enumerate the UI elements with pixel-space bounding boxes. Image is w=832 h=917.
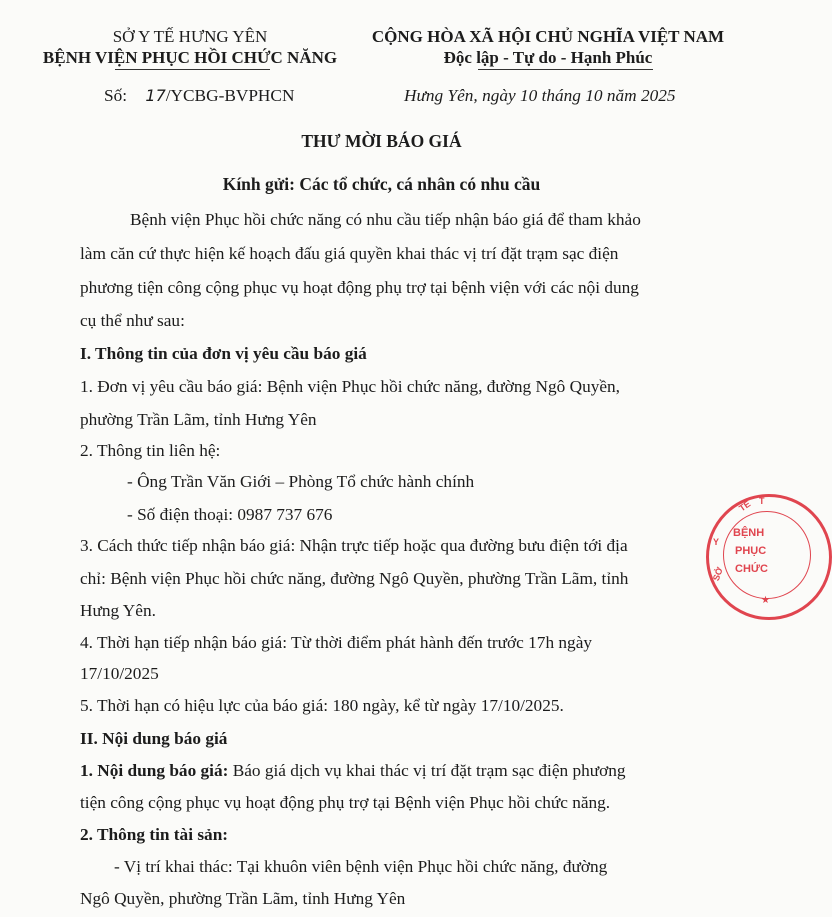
number-label: Số:: [104, 86, 128, 105]
document-title: THƯ MỜI BÁO GIÁ: [301, 131, 462, 151]
s1-item1-line2: phường Trần Lãm, tỉnh Hưng Yên: [80, 410, 317, 429]
contact-person: - Ông Trần Văn Giới – Phòng Tổ chức hành chính: [127, 472, 475, 491]
s2-item1-line1: [80, 761, 626, 781]
intro-line-3: phương tiện công cộng phục vụ hoạt động phụ trợ tại bệnh viện với các nội dung: [80, 278, 639, 297]
intro-line-2: làm căn cứ thực hiện kế hoạch đấu giá quyền khai thác vị trí đặt trạm sạc điện: [80, 244, 619, 263]
location-line-1: - Vị trí khai thác: Tại khuôn viên bệnh viện Phục hồi chức năng, đường: [114, 857, 608, 876]
s1-item3-line1: 3. Cách thức tiếp nhận báo giá: Nhận trực tiếp hoặc qua đường bưu điện tới địa: [80, 536, 628, 555]
stamp-line-3: CHỨC: [735, 563, 768, 575]
national-header: [360, 26, 736, 68]
stamp-line-2: PHỤC: [735, 545, 767, 557]
stamp-ring-t: T: [759, 496, 765, 506]
stamp-star-icon: ★: [761, 595, 770, 606]
location-line-2: Ngô Quyền, phường Trần Lãm, tỉnh Hưng Yên: [80, 889, 406, 908]
s2-item1-label: 1. Nội dung báo giá:: [80, 761, 229, 780]
header-right-underline: [478, 69, 653, 70]
stamp-ring-left: Y: [713, 537, 720, 547]
department-name: SỞ Y TẾ HƯNG YÊN: [112, 27, 268, 46]
s1-item4-line1: 4. Thời hạn tiếp nhận báo giá: Từ thời điểm phát hành đến trước 17h ngày: [80, 633, 592, 652]
section-1-heading: I. Thông tin của đơn vị yêu cầu báo giá: [80, 344, 367, 363]
s1-item3-line2: chỉ: Bệnh viện Phục hồi chức năng, đường Ngô Quyền, phường Trần Lãm, tỉnh: [80, 569, 629, 588]
agency-header: [30, 26, 350, 68]
intro-line-4: cụ thể như sau:: [80, 311, 185, 330]
number-suffix: /YCBG-BVPHCN: [165, 86, 295, 105]
s1-item1-line1: 1. Đơn vị yêu cầu báo giá: Bệnh viện Phục hồi chức năng, đường Ngô Quyền,: [80, 377, 620, 396]
number-value: 17: [145, 86, 166, 105]
s1-item5: 5. Thời hạn có hiệu lực của báo giá: 180 ngày, kể từ ngày 17/10/2025.: [80, 696, 564, 715]
contact-phone: - Số điện thoại: 0987 737 676: [127, 505, 333, 524]
s1-item2: 2. Thông tin liên hệ:: [80, 441, 221, 460]
recipient: Kính gửi: Các tổ chức, cá nhân có nhu cầu: [222, 174, 541, 194]
motto: Độc lập - Tự do - Hạnh Phúc: [443, 48, 653, 67]
place-date: Hưng Yên, ngày 10 tháng 10 năm 2025: [404, 86, 676, 105]
stamp-ring-so: SỞ: [710, 565, 725, 583]
s2-item2-label: 2. Thông tin tài sản:: [80, 825, 229, 844]
hospital-name: BỆNH VIỆN PHỤC HỒI CHỨC NĂNG: [42, 48, 338, 67]
s2-item1-text: Báo giá dịch vụ khai thác vị trí đặt trạm sạc điện phương: [228, 761, 626, 780]
section-2-heading: II. Nội dung báo giá: [80, 729, 228, 748]
official-stamp: [706, 494, 832, 620]
s1-item4-line2: 17/10/2025: [80, 664, 159, 683]
header-left-underline: [115, 69, 270, 70]
country-name: CỘNG HÒA XÃ HỘI CHỦ NGHĨA VIỆT NAM: [371, 27, 725, 46]
document-number: [104, 86, 294, 106]
intro-line-1: Bệnh viện Phục hồi chức năng có nhu cầu tiếp nhận báo giá để tham khảo: [130, 210, 641, 229]
stamp-ring-top: TẾ: [737, 498, 753, 514]
s2-item1-line2: tiện công cộng phục vụ hoạt động phụ trợ tại Bệnh viện Phục hồi chức năng.: [80, 793, 611, 812]
s1-item3-line3: Hưng Yên.: [80, 601, 156, 620]
stamp-line-1: BỆNH: [733, 527, 765, 539]
